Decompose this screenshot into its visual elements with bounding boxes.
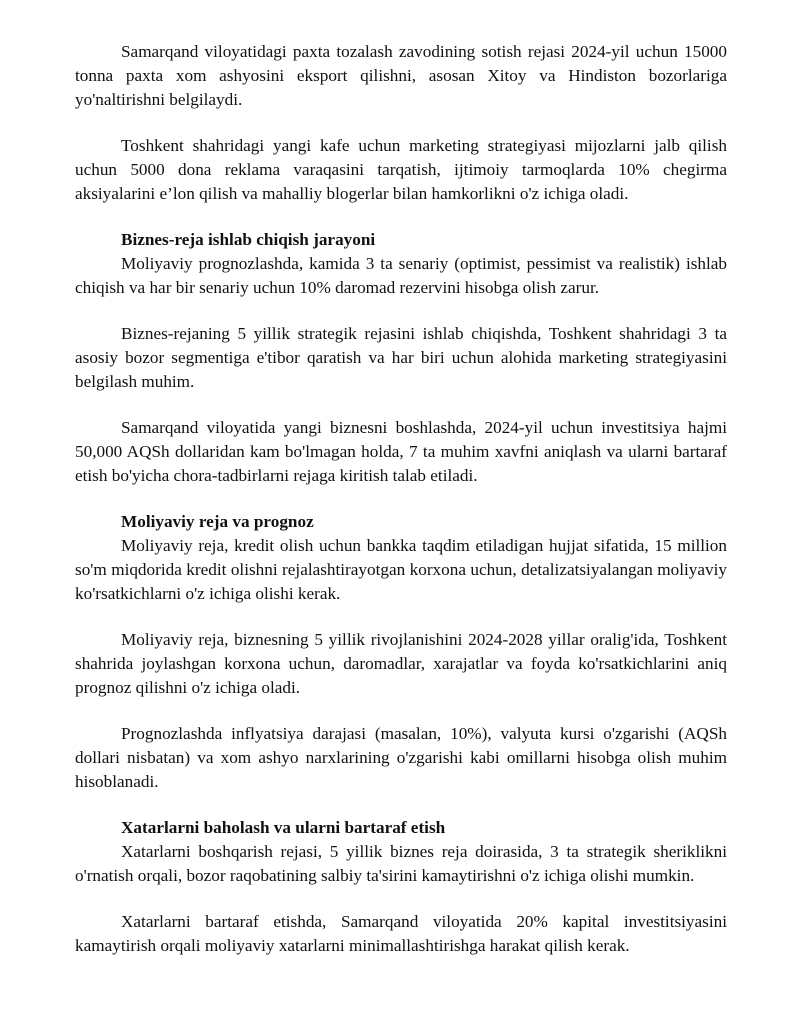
intro-paragraph-2: Toshkent shahridagi yangi kafe uchun marketing strategiyasi mijozlarni jalb qilish uchun 5000 dona reklama varaqasini tarqatish, ijtimoiy tarmoqlarda 10% chegirma aksiyalarini e’lon qilish va mahalliy blogerlar bilan hamkorlikni o'z ichiga oladi. (75, 136, 727, 203)
section2-paragraph-3: Prognozlashda inflyatsiya darajasi (masalan, 10%), valyuta kursi o'zgarishi (AQSh dollari nisbatan) va xom ashyo narxlarining o'zgarishi kabi omillarni hisobga olish muhim hisoblanadi. (75, 724, 727, 791)
section2-paragraph-1: Moliyaviy reja, kredit olish uchun bankka taqdim etiladigan hujjat sifatida, 15 million so'm miqdorida kredit olishni rejalashtirayotgan korxona uchun, detalizatsiyalangan moliyaviy ko'rsatkichlarni o'z ichiga olishi kerak. (75, 536, 727, 603)
intro-paragraph-1: Samarqand viloyatidagi paxta tozalash zavodining sotish rejasi 2024-yil uchun 15000 tonna paxta xom ashyosini eksport qilishni, asosan Xitoy va Hindiston bozorlariga yo'naltirishni belgilaydi. (75, 42, 727, 109)
section1-paragraph-2: Biznes-rejaning 5 yillik strategik rejasini ishlab chiqishda, Toshkent shahridagi 3 ta asosiy bozor segmentiga e'tibor qaratish va har biri uchun alohida marketing strategiyasini belgilash muhim. (75, 324, 727, 391)
section1-paragraph-3: Samarqand viloyatida yangi biznesni boshlashda, 2024-yil uchun investitsiya hajmi 50,000 AQSh dollaridan kam bo'lmagan holda, 7 ta muhim xavfni aniqlash va ularni bartaraf etish bo'yicha chora-tadbirlarni rejaga kiritish talab etiladi. (75, 418, 727, 485)
section-heading-financial-plan: Moliyaviy reja va prognoz (121, 512, 314, 531)
section1-paragraph-1: Moliyaviy prognozlashda, kamida 3 ta senariy (optimist, pessimist va realistik) ishlab chiqish va har bir senariy uchun 10% daromad rezervini hisobga olish zarur. (75, 254, 727, 297)
section3-paragraph-2: Xatarlarni bartaraf etishda, Samarqand viloyatida 20% kapital investitsiyasini kamaytirish orqali moliyaviy xatarlarni minimallashtirishga harakat qilish kerak. (75, 912, 727, 955)
section2-paragraph-2: Moliyaviy reja, biznesning 5 yillik rivojlanishini 2024-2028 yillar oralig'ida, Toshkent shahrida joylashgan korxona uchun, daromadlar, xarajatlar va foyda ko'rsatkichlarini aniq prognoz qilishni o'z ichiga oladi. (75, 630, 727, 697)
section3-paragraph-1: Xatarlarni boshqarish rejasi, 5 yillik biznes reja doirasida, 3 ta strategik sheriklikni o'rnatish orqali, bozor raqobatining salbiy ta'sirini kamaytirishni o'z ichiga olishi mumkin. (75, 842, 727, 885)
section-heading-business-plan: Biznes-reja ishlab chiqish jarayoni (121, 230, 376, 249)
section-heading-risk-assessment: Xatarlarni baholash va ularni bartaraf etish (121, 818, 446, 837)
document-page (75, 40, 727, 980)
